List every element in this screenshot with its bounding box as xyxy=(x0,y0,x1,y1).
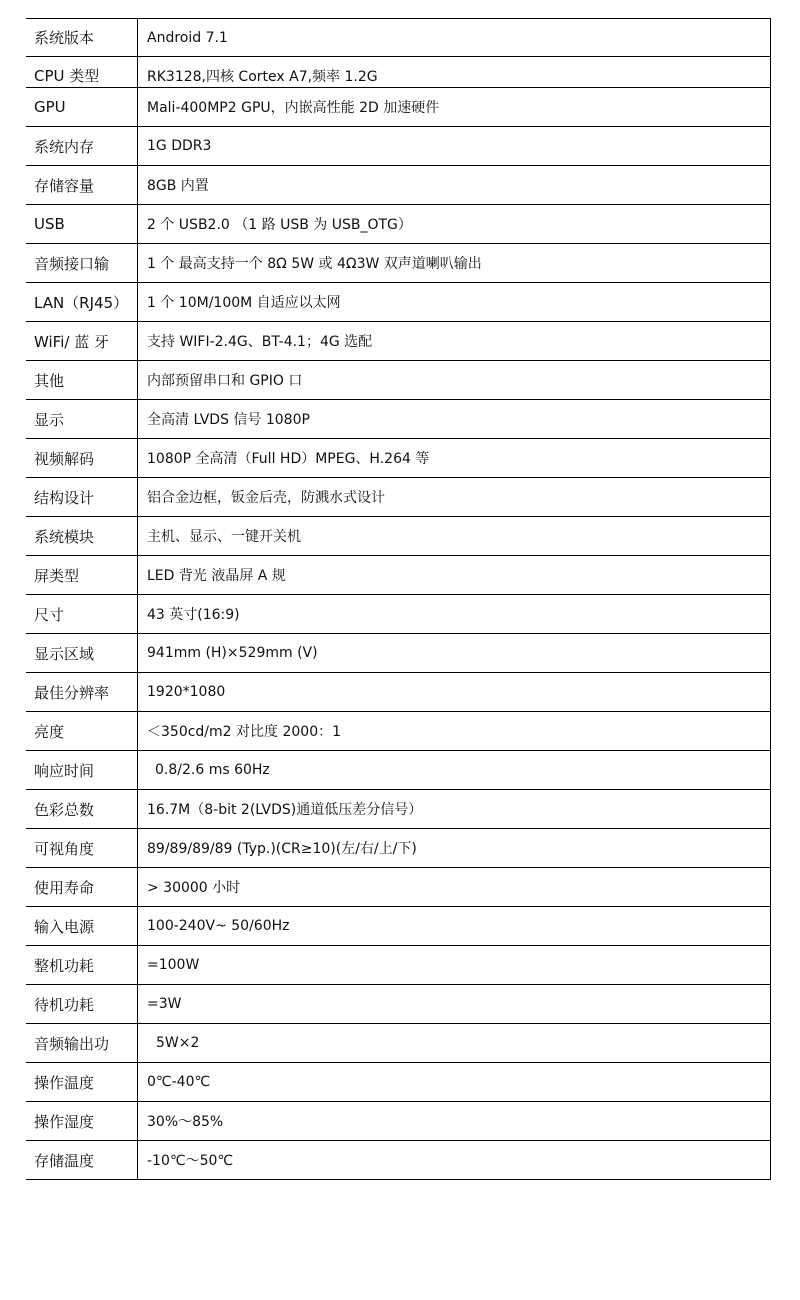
table-row xyxy=(26,829,771,868)
row-value: 8GB 内置 xyxy=(138,166,771,204)
row-value: ＜350cd/m2 对比度 2000：1 xyxy=(138,712,771,750)
row-label: 其他 xyxy=(26,361,138,399)
row-value: 1G DDR3 xyxy=(138,127,771,165)
table-row xyxy=(26,361,771,400)
table-row xyxy=(26,1024,771,1063)
row-label: 色彩总数 xyxy=(26,790,138,828)
row-value: 30%～85% xyxy=(138,1102,771,1140)
row-value: 支持 WIFI-2.4G、BT-4.1；4G 选配 xyxy=(138,322,771,360)
row-label: LAN（RJ45） xyxy=(26,283,138,321)
table-row xyxy=(26,127,771,166)
row-label: 音频输出功 xyxy=(26,1024,138,1062)
row-value: 1 个 最高支持一个 8Ω 5W 或 4Ω3W 双声道喇叭输出 xyxy=(138,244,771,282)
row-label: 响应时间 xyxy=(26,751,138,789)
table-row xyxy=(26,18,771,57)
table-row xyxy=(26,244,771,283)
table-row xyxy=(26,400,771,439)
table-row xyxy=(26,1102,771,1141)
row-label: 尺寸 xyxy=(26,595,138,633)
table-row xyxy=(26,517,771,556)
row-value: 1 个 10M/100M 自适应以太网 xyxy=(138,283,771,321)
row-value: 941mm (H)×529mm (V) xyxy=(138,634,771,672)
table-row xyxy=(26,439,771,478)
row-label: 屏类型 xyxy=(26,556,138,594)
row-label: USB xyxy=(26,205,138,243)
row-label: CPU 类型 xyxy=(26,57,138,87)
table-row xyxy=(26,478,771,517)
row-label: 显示区域 xyxy=(26,634,138,672)
row-value: 铝合金边框，钣金后壳，防溅水式设计 xyxy=(138,478,771,516)
row-value: Mali-400MP2 GPU，内嵌高性能 2D 加速硬件 xyxy=(138,88,771,126)
row-value: 5W×2 xyxy=(138,1024,771,1062)
table-row xyxy=(26,205,771,244)
row-value: LED 背光 液晶屏 A 规 xyxy=(138,556,771,594)
spec-table xyxy=(26,18,771,1180)
row-label: 系统版本 xyxy=(26,19,138,56)
table-row xyxy=(26,673,771,712)
row-label: 最佳分辨率 xyxy=(26,673,138,711)
table-row xyxy=(26,751,771,790)
table-row xyxy=(26,1141,771,1180)
row-value: =3W xyxy=(138,985,771,1023)
row-label: 可视角度 xyxy=(26,829,138,867)
table-row xyxy=(26,166,771,205)
row-label: 亮度 xyxy=(26,712,138,750)
table-row xyxy=(26,985,771,1024)
table-row xyxy=(26,868,771,907)
table-row xyxy=(26,88,771,127)
row-value: 100-240V~ 50/60Hz xyxy=(138,907,771,945)
table-row xyxy=(26,712,771,751)
row-value: 43 英寸(16:9) xyxy=(138,595,771,633)
row-value: =100W xyxy=(138,946,771,984)
row-label: 存储温度 xyxy=(26,1141,138,1179)
row-label: 待机功耗 xyxy=(26,985,138,1023)
row-value: 内部预留串口和 GPIO 口 xyxy=(138,361,771,399)
row-label: 存储容量 xyxy=(26,166,138,204)
row-label: 使用寿命 xyxy=(26,868,138,906)
row-value: 16.7M（8-bit 2(LVDS)通道低压差分信号） xyxy=(138,790,771,828)
table-row xyxy=(26,790,771,829)
table-row xyxy=(26,57,771,88)
row-label: 系统内存 xyxy=(26,127,138,165)
row-label: 结构设计 xyxy=(26,478,138,516)
table-row xyxy=(26,1063,771,1102)
table-row xyxy=(26,634,771,673)
row-value: RK3128,四核 Cortex A7,频率 1.2G xyxy=(138,57,771,87)
row-value: 主机、显示、一键开关机 xyxy=(138,517,771,555)
row-label: 显示 xyxy=(26,400,138,438)
table-row xyxy=(26,595,771,634)
row-label: 操作湿度 xyxy=(26,1102,138,1140)
row-value: > 30000 小时 xyxy=(138,868,771,906)
row-value: 1920*1080 xyxy=(138,673,771,711)
row-label: 视频解码 xyxy=(26,439,138,477)
row-value: Android 7.1 xyxy=(138,19,771,56)
row-label: 操作温度 xyxy=(26,1063,138,1101)
table-row xyxy=(26,283,771,322)
table-row xyxy=(26,322,771,361)
row-value: -10℃～50℃ xyxy=(138,1141,771,1179)
row-label: 系统模块 xyxy=(26,517,138,555)
table-row xyxy=(26,556,771,595)
row-label: WiFi/ 蓝 牙 xyxy=(26,322,138,360)
row-value: 0.8/2.6 ms 60Hz xyxy=(138,751,771,789)
table-row xyxy=(26,946,771,985)
row-value: 2 个 USB2.0 （1 路 USB 为 USB_OTG） xyxy=(138,205,771,243)
row-value: 89/89/89/89 (Typ.)(CR≥10)(左/右/上/下) xyxy=(138,829,771,867)
row-value: 0℃-40℃ xyxy=(138,1063,771,1101)
row-label: 整机功耗 xyxy=(26,946,138,984)
row-value: 全高清 LVDS 信号 1080P xyxy=(138,400,771,438)
row-label: 输入电源 xyxy=(26,907,138,945)
row-label: GPU xyxy=(26,88,138,126)
row-label: 音频接口输 xyxy=(26,244,138,282)
table-row xyxy=(26,907,771,946)
row-value: 1080P 全高清（Full HD）MPEG、H.264 等 xyxy=(138,439,771,477)
